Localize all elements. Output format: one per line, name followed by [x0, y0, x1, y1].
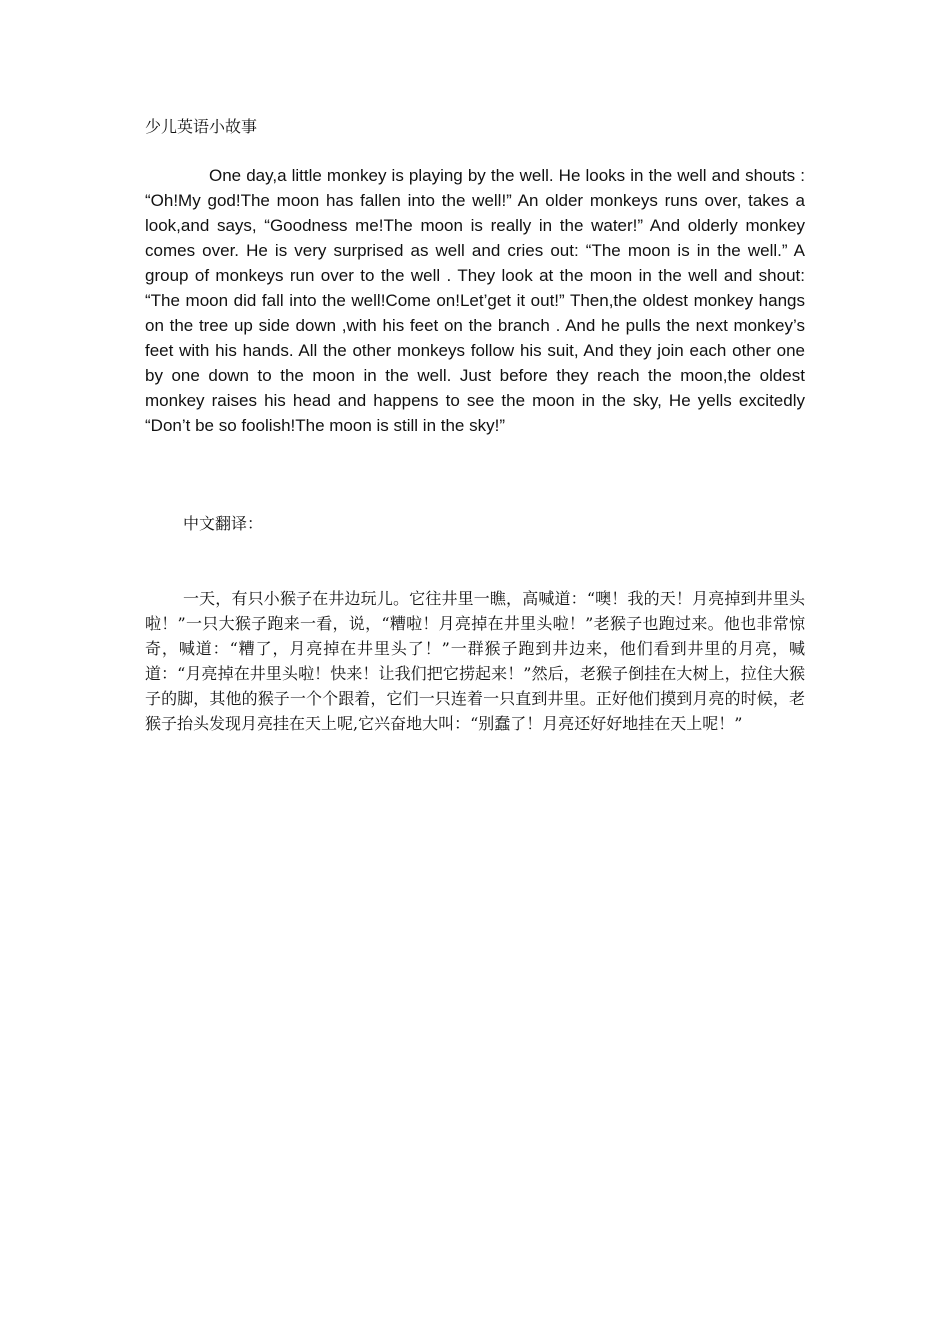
- document-title: 少儿英语小故事: [145, 117, 258, 136]
- chinese-story-paragraph: 一天，有只小猴子在井边玩儿。它往井里一瞧，高喊道：“噢！我的天！月亮掉到井里头啦！”一只大猴子跑来一看，说，“糟啦！月亮掉在井里头啦！”老猴子也跑过来。他也非常惊奇，喊道：“糟了，月亮掉在井里头了！”一群猴子跑到井边来，他们看到井里的月亮，喊道：“月亮掉在井里头啦！快来！让我们把它捞起来！”然后，老猴子倒挂在大树上，拉住大猴子的脚，其他的猴子一个个跟着，它们一只连着一只直到井里。正好他们摸到月亮的时候，老猴子抬头发现月亮挂在天上呢,它兴奋地大叫：“别蠢了！月亮还好好地挂在天上呢！”: [145, 589, 805, 733]
- translation-heading: 中文翻译：: [183, 514, 264, 533]
- english-story-paragraph: One day,a little monkey is playing by the well. He looks in the well and shouts : “Oh!My god!The moon has fallen into the well!” An older monkeys runs over, takes a look,and says, “Goodness me!The moon is really in the water!” And olderly monkey comes over. He is very surprised as well and cries out: “The moon is in the well.” A group of monkeys run over to the well . They look at the moon in the well and shout: “The moon did fall into the well!Come on!Let’get it out!” Then,the oldest monkey hangs on the tree up side down ,with his feet on the branch . And he pulls the next monkey’s feet with his hands. All the other monkeys follow his suit, And they join each other one by one down to the moon in the well. Just before they reach the moon,the oldest monkey raises his head and happens to see the moon in the sky, He yells excitedly “Don’t be so foolish!The moon is still in the sky!”: [145, 166, 805, 435]
